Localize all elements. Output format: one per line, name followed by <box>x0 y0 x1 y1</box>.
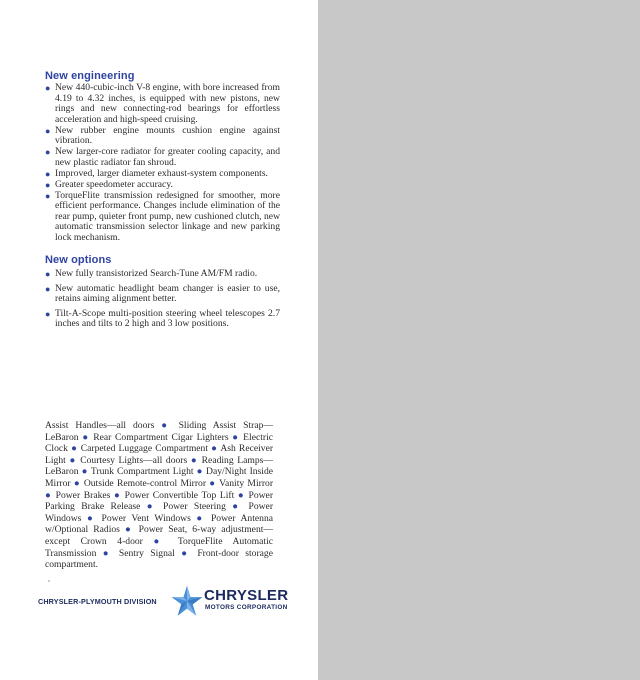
feature-item: Day/Night Inside Mirror <box>45 466 274 489</box>
bullet-icon: ● <box>206 477 220 489</box>
bullet-icon: ● <box>140 501 163 513</box>
feature-item: Carpeted Luggage Compartment <box>80 443 209 455</box>
bullet-icon: ● <box>70 477 84 489</box>
list-item: ● New rubber engine mounts cushion engine against vibration. <box>45 124 280 146</box>
list-item: ● Improved, larger diameter exhaust-system components. <box>45 167 268 179</box>
bullet-icon: ● <box>45 308 51 319</box>
feature-item: Vanity Mirror <box>219 477 274 489</box>
division-name: CHRYSLER-PLYMOUTH DIVISION <box>38 597 157 606</box>
bullet-icon: ● <box>45 489 56 501</box>
section-heading: New options <box>45 254 112 266</box>
spec-content <box>45 70 280 334</box>
list-item: ● Greater speedometer accuracy. <box>45 178 173 190</box>
bullet-icon: ● <box>78 466 91 478</box>
bullet-icon: ● <box>45 283 51 294</box>
bullet-icon: ● <box>174 547 198 559</box>
bullet-icon: ● <box>208 443 221 455</box>
feature-item: Power Antenna w/Optional Radios <box>45 512 273 536</box>
bullet-icon: ● <box>65 454 81 466</box>
divider-dot <box>48 580 50 582</box>
bullet-icon: ● <box>119 524 139 536</box>
engineering-list <box>45 83 280 243</box>
feature-item: Power Vent Windows <box>101 512 191 524</box>
feature-item: Power Seat, 6-way adjustment—except Crown 4-door <box>45 524 273 547</box>
feature-item: Power Convertible Top Lift <box>124 489 235 501</box>
footer <box>38 585 288 617</box>
feature-item: Ash Receiver Light <box>45 443 274 466</box>
bullet-icon: ● <box>234 489 249 501</box>
feature-item: Sentry Signal <box>118 547 175 559</box>
bullet-icon: ● <box>225 501 249 513</box>
bullet-icon: ● <box>45 179 51 190</box>
bullet-icon: ● <box>190 512 211 524</box>
list-item: ● New fully transistorized Search-Tune AM/FM radio. <box>45 268 258 279</box>
feature-item: Power Steering <box>163 501 226 513</box>
bullet-icon: ● <box>78 431 94 443</box>
bullet-icon: ● <box>45 147 51 157</box>
section-heading: New engineering <box>45 70 135 82</box>
feature-item: Power Brakes <box>55 489 111 501</box>
options-list <box>45 269 280 330</box>
features-paragraph <box>45 420 273 571</box>
bullet-icon: ● <box>45 190 51 201</box>
bullet-icon: ● <box>45 269 51 279</box>
list-item: ● New larger-core radiator for greater cooling capacity, and new plastic radiator fan shroud. <box>45 146 280 168</box>
section-new-options <box>45 254 280 330</box>
list-item: ● New 440-cubic-inch V-8 engine, with bore increased from 4.19 to 4.32 inches, is equipped with new pistons, new rings and new connecting-rod bearings for effortless acceleration and high-speed cruising. <box>45 82 280 125</box>
brand-name: CHRYSLER <box>204 587 289 604</box>
feature-item: Electric Clock <box>45 431 273 455</box>
feature-item: Assist Handles—all doors <box>45 420 155 431</box>
bullet-icon: ● <box>45 168 51 179</box>
feature-item: Trunk Compartment Light <box>90 466 194 478</box>
bullet-icon: ● <box>96 547 119 559</box>
corporation-name: MOTORS CORPORATION <box>205 604 288 611</box>
blank-gray-panel <box>318 0 640 680</box>
feature-item: Sliding Assist Strap—LeBaron <box>45 420 273 443</box>
feature-item: TorqueFlite Automatic Transmission <box>45 535 273 559</box>
bullet-icon: ● <box>193 466 207 478</box>
feature-item: Front-door storage compartment. <box>45 547 273 571</box>
list-item: ● TorqueFlite transmission redesigned for smoother, more efficient performance. Changes include elimination of the rear pump, quieter front pump, new cushioned clutch, new automatic transmission selector linkage and new parking lock mechanism. <box>45 189 280 243</box>
feature-item: Outside Remote-control Mirror <box>83 477 207 489</box>
bullet-icon: ● <box>45 125 51 136</box>
bullet-icon: ● <box>187 454 202 466</box>
list-item: ● New automatic headlight beam changer is easier to use, retains aiming alignment better. <box>45 282 280 304</box>
feature-item: Power Parking Brake Release <box>45 489 274 513</box>
feature-item: Power Windows <box>45 501 274 524</box>
pentastar-icon <box>171 585 203 617</box>
section-new-engineering <box>45 70 280 243</box>
feature-item: Courtesy Lights—all doors <box>80 454 188 466</box>
bullet-icon: ● <box>67 443 81 455</box>
bullet-icon: ● <box>45 83 51 93</box>
feature-item: Rear Compartment Cigar Lighters <box>93 431 229 443</box>
bullet-icon: ● <box>154 420 179 431</box>
bullet-icon: ● <box>110 489 125 501</box>
list-item: ● Tilt-A-Scope multi-position steering wheel telescopes 2.7 inches and tilts to 2 high and 3 low positions. <box>45 307 280 329</box>
bullet-icon: ● <box>142 535 178 547</box>
bullet-icon: ● <box>228 431 244 443</box>
feature-item: Reading Lamps—LeBaron <box>45 454 274 478</box>
bullet-icon: ● <box>81 512 102 524</box>
